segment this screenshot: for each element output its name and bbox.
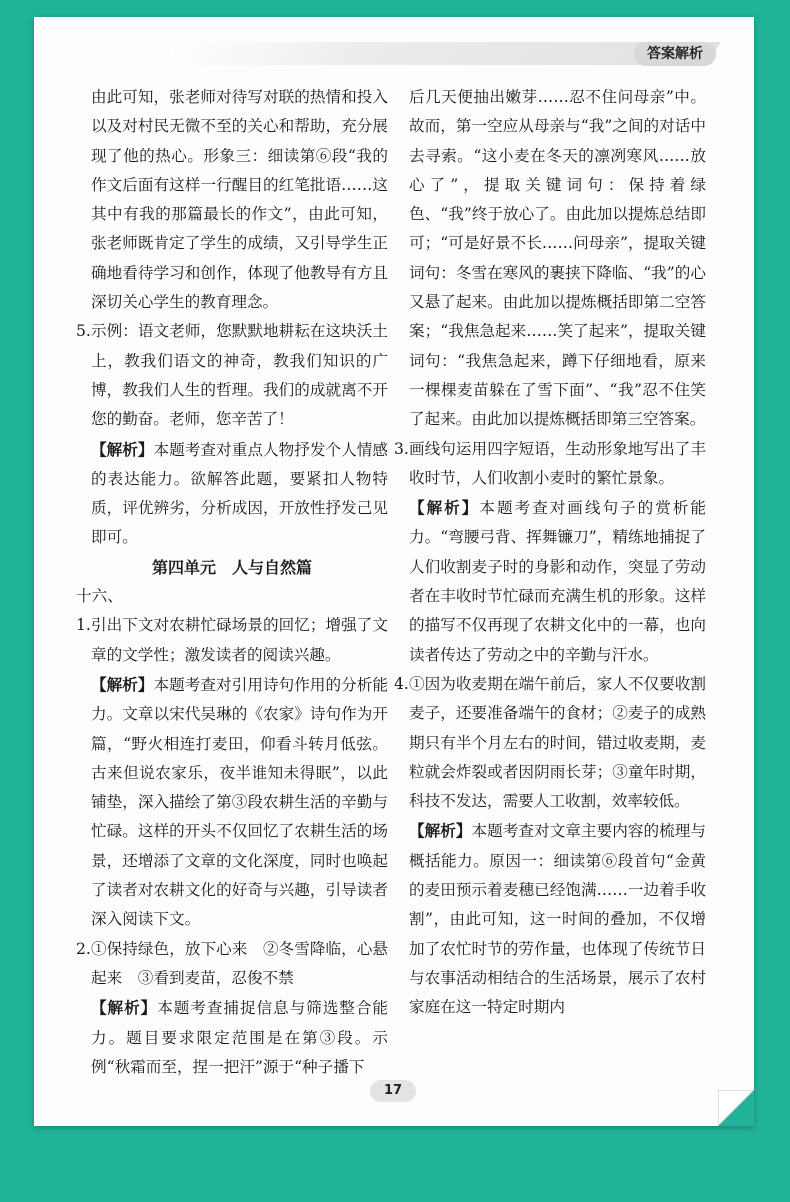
section-number: 十六、 [76, 587, 123, 606]
analysis-5 [76, 435, 388, 553]
answer-text: 引出下文对农耕忙碌场景的回忆；增强了文章的文学性；激发读者的阅读兴趣。 [91, 616, 388, 664]
analysis-text: 本题考查对文章主要内容的梳理与概括能力。原因一：细读第⑥段首句“金黄的麦田预示着麦穗已经饱满……一边着手收割”，由此可知，这一时间的叠加，不仅增加了农忙时节的劳作量，也体现了传统节日与农事活动相结合的生活场景，展示了农村家庭在这一特定时期内 [409, 822, 706, 1017]
item-number: 1. [76, 616, 91, 635]
answer-page [34, 17, 754, 1126]
analysis-tag: 【解析】 [409, 498, 480, 518]
answer-item-5 [76, 317, 388, 434]
answer-item-2 [76, 935, 388, 994]
analysis-text: 本题考查对重点人物抒发个人情感的表达能力。欲解答此题，要紧扣人物特质，评优辨劣，分析成因，开放性抒发己见即可。 [91, 440, 388, 547]
item-number: 4. [394, 674, 409, 693]
item-number: 5. [76, 322, 91, 341]
analysis-1 [76, 670, 388, 935]
page-curl-icon [718, 1090, 754, 1126]
unit-title: 第四单元 人与自然篇 [151, 557, 312, 577]
left-column [76, 83, 388, 1082]
analysis-text: 本题考查对画线句子的赏析能力。“弯腰弓背、挥舞镰刀”，精练地捕捉了人们收割麦子时的身影和动作，突显了劳动者在丰收时节忙碌而充满生机的形象。这样的描写不仅再现了农耕文化中的一幕，也向读者传达了劳动之中的辛勤与汗水。 [409, 499, 706, 664]
analysis-4 [394, 816, 706, 1022]
header-label: 答案解析 [634, 42, 716, 66]
item-number: 2. [76, 939, 91, 958]
answer-text: ①因为收麦期在端午前后，家人不仅要收割麦子，还要准备端午的食材；②麦子的成熟期只有半个月左右的时间，错过收麦期，麦粒就会炸裂或者因阴雨长芽；③童年时期，科技不发达，需要人工收割，效率较低。 [409, 674, 706, 811]
analysis-tag: 【解析】 [409, 821, 472, 841]
analysis-3 [394, 493, 706, 670]
answer-text: 画线句运用四字短语，生动形象地写出了丰收时节，人们收割小麦时的繁忙景象。 [409, 439, 706, 487]
answer-text: ①保持绿色，放下心来 ②冬雪降临，心悬起来 ③看到麦苗，忍俊不禁 [91, 939, 388, 987]
analysis-tag: 【解析】 [91, 674, 154, 694]
paragraph: 由此可知，张老师对待写对联的热情和投入以及对村民无微不至的关心和帮助，充分展现了他的热心。形象三：细读第⑥段“我的作文后面有这样一行醒目的红笔批语……这其中有我的那篇最长的作文”，由此可知，张老师既肯定了学生的成绩，又引导学生正确地看待学习和创作，体现了他教导有方且深切关心学生的教育理念。 [91, 88, 388, 312]
analysis-2 [76, 993, 388, 1082]
page-number: 17 [370, 1080, 416, 1102]
right-column [394, 83, 706, 1023]
paragraph: 后几天便抽出嫩芽……忍不住问母亲”中。故而，第一空应从母亲与“我”之间的对话中去寻索。“这小麦在冬天的凛冽寒风……放心了”，提取关键词句：保持着绿色、“我”终于放心了。由此加以提炼总结即可；“可是好景不长……问母亲”，提取关键词句：冬雪在寒风的裹挟下降临、“我”的心又悬了起来。由此加以提炼概括即第二空答案；“我焦急起来……笑了起来”，提取关键词句：“我焦急起来，蹲下仔细地看，原来一棵棵麦苗躲在了雪下面”、“我”忍不住笑了起来。由此加以提炼概括即第三空答案。 [409, 88, 706, 429]
answer-item-3 [394, 435, 706, 494]
analysis-tag: 【解析】 [91, 998, 158, 1018]
answer-text: 示例：语文老师，您默默地耕耘在这块沃土上，教我们语文的神奇，教我们知识的广博，教我们人生的哲理。我们的成就离不开您的勤奋。老师，您辛苦了！ [91, 322, 388, 429]
analysis-tag: 【解析】 [91, 439, 154, 459]
analysis-text: 本题考查对引用诗句作用的分析能力。文章以宋代吴琳的《农家》诗句作为开篇，“野火相连打麦田，仰看斗转月低弦。古来但说农家乐，夜半谁知未得眠”，以此铺垫，深入描绘了第③段农耕生活的辛勤与忙碌。这样的开头不仅回忆了农耕生活的场景，还增添了文章的文化深度，同时也唤起了读者对农耕文化的好奇与兴趣，引导读者深入阅读下文。 [91, 675, 388, 929]
analysis-text: 本题考查捕捉信息与筛选整合能力。题目要求限定范围是在第③段。示例“秋霜而至，捏一把汗”源于“种子播下 [91, 999, 388, 1076]
answer-item-1 [76, 611, 388, 670]
item-number: 3. [394, 439, 409, 458]
answer-item-4 [394, 670, 706, 816]
